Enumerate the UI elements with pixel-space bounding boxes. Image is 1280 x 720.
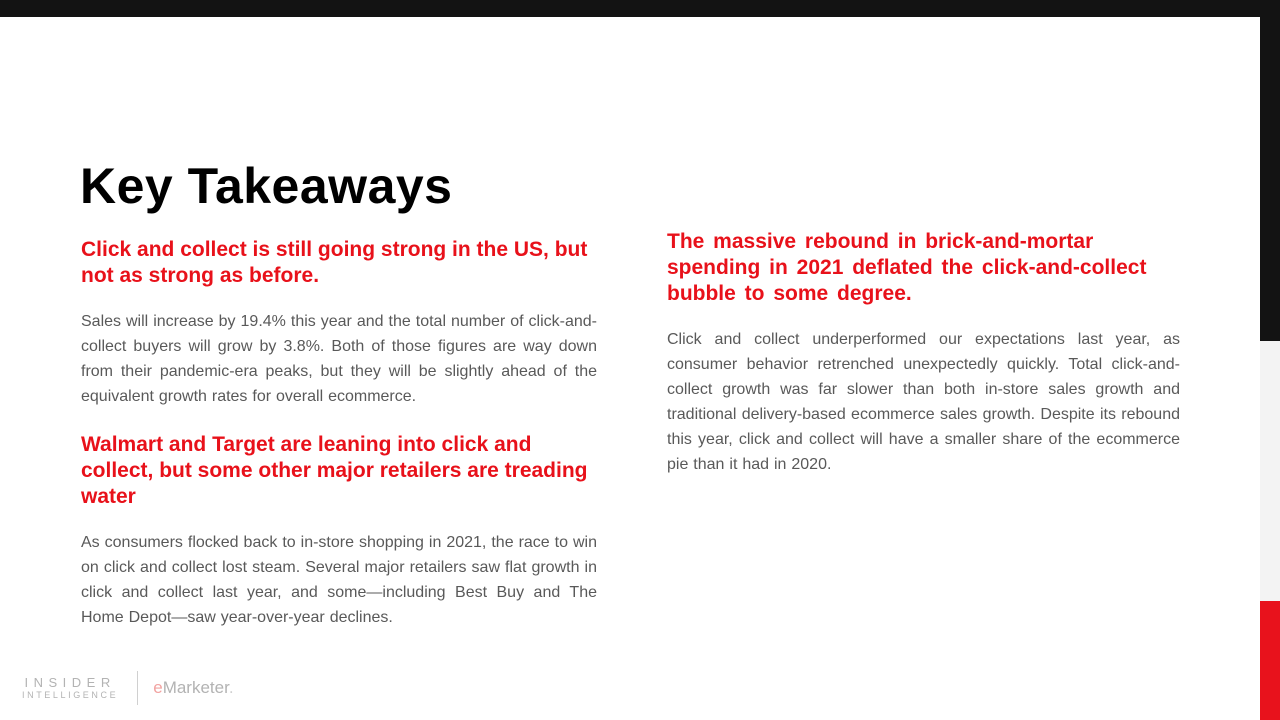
left-column <box>81 237 597 653</box>
right-accent-bar-black <box>1260 0 1280 341</box>
takeaway-heading-3: The massive rebound in brick-and-mortar spending in 2021 deflated the click-and-collect bubble to some degree. <box>667 230 1147 305</box>
emarketer-logo <box>153 678 233 698</box>
emarketer-logo-period: . <box>228 678 234 697</box>
emarketer-logo-e: e <box>153 678 163 697</box>
takeaway-heading-2: Walmart and Target are leaning into click and collect, but some other major retailers are treading water <box>81 433 588 508</box>
emarketer-logo-name: Marketer <box>162 678 229 697</box>
right-column <box>667 229 1180 500</box>
page-title: Key Takeaways <box>80 157 453 214</box>
takeaway-body-3: Click and collect underperformed our expectations last year, as consumer behavior retrenched unexpectedly quickly. Total click-and-collect growth was far slower than both in-store sales growth and traditional delivery-based ecommerce sales growth. Despite its rebound this year, click and collect will have a smaller share of the ecommerce pie than it had in 2020. <box>667 331 1180 473</box>
insider-logo-line2: INTELLIGENCE <box>22 690 119 700</box>
footer-brand-logos <box>22 671 234 705</box>
takeaway-body-1: Sales will increase by 19.4% this year and the total number of click-and-collect buyers will grow by 3.8%. Both of those figures are way down from their pandemic-era peaks, but they will be slightly ahead of the equivalent growth rates for overall ecommerce. <box>81 313 597 405</box>
right-accent-bar-red <box>1260 601 1280 720</box>
logo-divider <box>137 671 138 705</box>
insider-logo-line1: INSIDER <box>24 675 116 690</box>
top-accent-bar <box>0 0 1280 17</box>
right-accent-bar-gray <box>1260 341 1280 601</box>
takeaway-heading-1: Click and collect is still going strong in the US, but not as strong as before. <box>81 238 588 287</box>
insider-intelligence-logo <box>22 675 118 701</box>
takeaway-body-2: As consumers flocked back to in-store shopping in 2021, the race to win on click and collect lost steam. Several major retailers saw flat growth in click and collect last year, and some—including Best Buy and The Home Depot—saw year-over-year declines. <box>81 534 597 626</box>
